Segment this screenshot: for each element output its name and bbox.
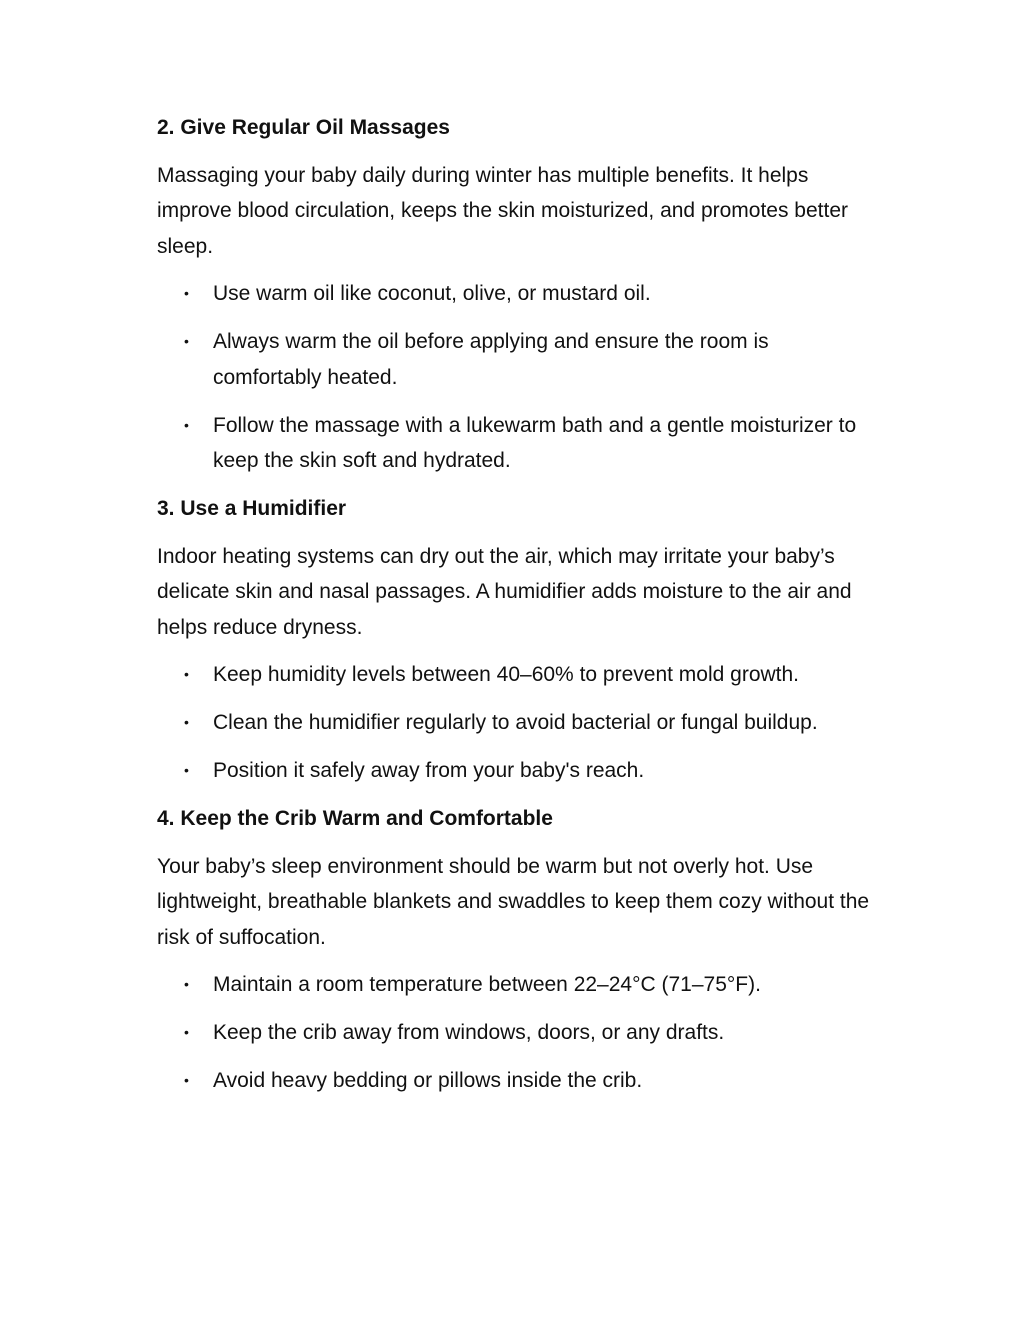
- list-item-text: Use warm oil like coconut, olive, or mustard oil.: [213, 282, 651, 305]
- list-item-text: Position it safely away from your baby's reach.: [213, 759, 645, 782]
- list-item: [157, 408, 877, 479]
- bullet-icon: •: [184, 416, 189, 433]
- list-item: [157, 1063, 877, 1099]
- list-item-text: Keep the crib away from windows, doors, or any drafts.: [213, 1021, 725, 1044]
- list-item-text: Keep humidity levels between 40–60% to prevent mold growth.: [213, 663, 800, 686]
- list-item-text: Maintain a room temperature between 22–24°C (71–75°F).: [213, 973, 761, 996]
- bullet-icon: •: [184, 976, 189, 992]
- section-heading: 3. Use a Humidifier: [157, 497, 347, 520]
- section-crib-warm: [157, 801, 877, 1099]
- section-oil-massages: [157, 110, 877, 479]
- list-item: [157, 753, 877, 789]
- list-item: [157, 324, 877, 395]
- list-item: [157, 1015, 877, 1051]
- section-paragraph: Massaging your baby daily during winter has multiple benefits. It helps improve blood circulation, keeps the skin moisturized, and promotes better sleep.: [157, 163, 849, 258]
- list-item-text: Clean the humidifier regularly to avoid bacterial or fungal buildup.: [213, 711, 818, 734]
- bullet-icon: •: [184, 1072, 189, 1088]
- document-page: [157, 110, 877, 1111]
- bullet-icon: •: [184, 666, 189, 682]
- bullet-icon: •: [184, 714, 189, 730]
- list-item: [157, 967, 877, 1003]
- section-humidifier: [157, 491, 877, 789]
- bullet-icon: •: [184, 333, 189, 349]
- section-heading: 2. Give Regular Oil Massages: [157, 116, 450, 139]
- section-paragraph: Your baby’s sleep environment should be warm but not overly hot. Use lightweight, breathable blankets and swaddles to keep them cozy without the risk of suffocation.: [157, 854, 870, 949]
- bullet-icon: •: [184, 762, 189, 778]
- section-paragraph: Indoor heating systems can dry out the air, which may irritate your baby’s delicate skin and nasal passages. A humidifier adds moisture to the air and helps reduce dryness.: [157, 544, 852, 639]
- bullet-icon: •: [184, 285, 189, 301]
- bullet-icon: •: [184, 1024, 189, 1040]
- list-item: [157, 657, 877, 693]
- bullet-list: [157, 967, 877, 1099]
- list-item: [157, 276, 877, 312]
- bullet-list: [157, 276, 877, 479]
- list-item: [157, 705, 877, 741]
- list-item-text: Avoid heavy bedding or pillows inside the crib.: [213, 1069, 643, 1092]
- bullet-list: [157, 657, 877, 789]
- list-item-text: Always warm the oil before applying and ensure the room is comfortably heated.: [213, 330, 769, 389]
- section-heading: 4. Keep the Crib Warm and Comfortable: [157, 807, 553, 830]
- list-item-text: Follow the massage with a lukewarm bath and a gentle moisturizer to keep the skin soft and hydrated.: [213, 413, 857, 472]
